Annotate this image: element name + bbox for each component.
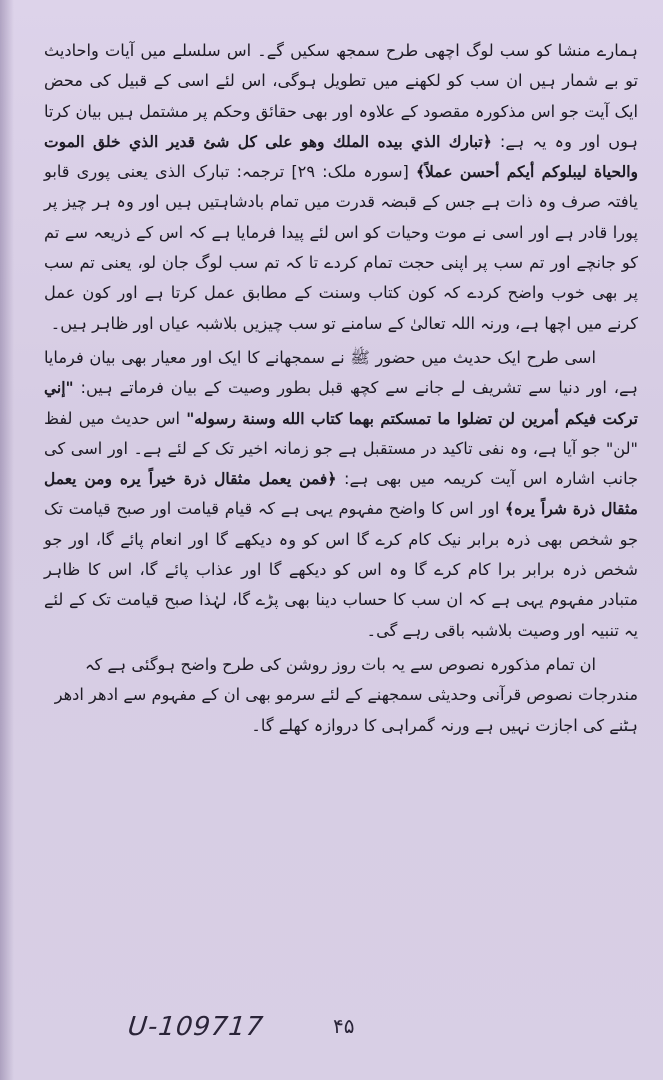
page-number: ۴۵ bbox=[333, 1014, 355, 1038]
handwritten-accession-number: U-109717 bbox=[126, 1012, 266, 1042]
text-run: اسی طرح ایک حدیث میں حضور ﷺ نے سمجھانے کا ایک اور معیار بھی بیان فرمایا ہے، اور دنیا سے تشریف لے جانے سے کچھ قبل بطور وصیت کے بیان فرماتے ہیں: bbox=[44, 347, 638, 398]
quran-verse: ﴿فمن يعمل مثقال ذرة خيراً يره ومن يعمل مثقال ذرة شراً يره﴾ bbox=[44, 469, 638, 519]
text-run: ہمارے منشا کو سب لوگ اچھی طرح سمجھ سکیں گے۔ اس سلسلے میں آیات واحادیث تو بے شمار ہیں ان سب کو لکھنے میں تطویل ہوگی، اس لئے اسی کے قبیل کی محض ایک آیت جو اس مذکورہ مقصود کے علاوہ اور بھی حقائق وحکم پر مشتمل ہیں بیان کرتا ہوں اور وہ یہ ہے: bbox=[44, 41, 639, 151]
quran-verse: ﴿تبارك الذي بيده الملك وهو على كل شئ قدير الذي خلق الموت والحياة ليبلوكم أيكم أحسن عملاً﴾ bbox=[44, 131, 638, 182]
text-run: ان تمام مذکورہ نصوص سے یہ بات روز روشن کی طرح واضح ہوگئی ہے کہ مندرجات نصوص قرآنی وحدیثی سمجھنے کے لئے سرمو بھی ان کے مفہوم سے ادھر ادھر ہٹنے کی اجازت نہیں ہے ورنہ گمراہی کا دروازہ کھلے گا۔ bbox=[54, 654, 638, 735]
page-text bbox=[44, 36, 638, 741]
text-run: اور اس کا واضح مفہوم یہی ہے کہ قیام قیامت اور صبح قیامت تک جو شخص بھی ذرہ برابر نیک کام کرے گا اس کو وہ دیکھے گا اور انعام پائے گا، اور جو شخص ذرہ برابر برا کام کرے گا وہ اس کو دیکھے گا اور عذاب پائے گا، اس کا ظاہر متبادر مفہوم یہی ہے کہ ان سب کا حساب دینا بھی پڑے گا، لہٰذا صبح قیامت تک کے لئے یہ تنبیہ اور وصیت بلاشبہ باقی رہے گی۔ bbox=[44, 499, 638, 640]
paragraph-1 bbox=[44, 36, 638, 339]
hadith-quote: "إني تركت فيكم أمرين لن تضلوا ما تمسكتم بهما كتاب الله وسنة رسوله" bbox=[44, 378, 638, 428]
text-run: اس حدیث میں لفظ "لن" جو آیا ہے، وہ نفی تاکید در مستقبل ہے جو زمانہ اخیر تک کے لئے ہے۔ اور اسی کی جانب اشارہ اس آیت کریمہ میں بھی ہے: bbox=[44, 408, 639, 489]
paragraph-2 bbox=[44, 343, 638, 646]
paragraph-3 bbox=[44, 650, 638, 741]
text-run: [سورہ ملک: ۲۹] ترجمہ: تبارک الذی یعنی پوری قابو یافتہ صرف وہ ذات ہے جس کے قبضہ قدرت میں تمام بادشاہتیں ہیں اور وہ ہر چیز پر پورا قادر ہے اور اسی نے موت وحیات کو اس لئے پیدا فرمایا ہے کہ اس کے ذریعہ سے تم کو جانچے اور تم سب پر اپنی حجت تمام کردے تا کہ تم سب لوگ جان لو، یعنی تم سب پر بھی خوب واضح کردے کہ کون کتاب وسنت کے مطابق عمل کرتا ہے اور کون عمل کرنے میں اچھا ہے، ورنہ اللہ تعالیٰ کے سامنے تو سب چیزیں بلاشبہ عیاں اور ظاہر ہیں۔ bbox=[44, 162, 638, 333]
